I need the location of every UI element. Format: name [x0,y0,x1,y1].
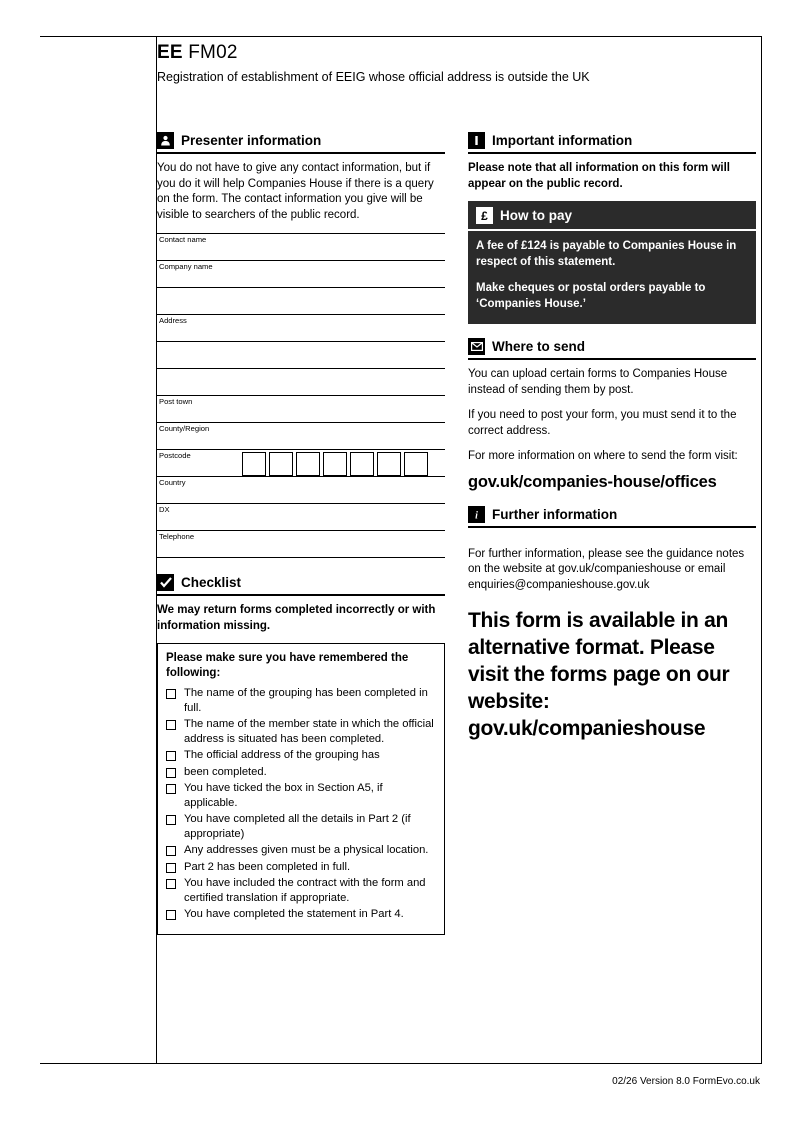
country-field[interactable] [157,476,445,503]
offices-url[interactable]: gov.uk/companies-house/offices [468,472,717,491]
list-item[interactable] [166,843,436,858]
checklist-section-header [157,574,445,596]
alternative-format-text [468,607,756,742]
checklist-box [157,643,445,935]
address-label: Address [159,316,187,325]
where-to-send-p2: If you need to post your form, you must send it to the correct address. [468,409,737,437]
where-to-send-p1: You can upload certain forms to Companies House instead of sending them by post. [468,368,728,396]
country-label: Country [159,478,186,487]
footer-version-text: 02/26 Version 8.0 FormEvo.co.uk [612,1076,760,1087]
presenter-text: You do not have to give any contact information, but if you do it will help Companies House if there is a query on the form. The contact information you give will be visible to searchers of the public record. [157,162,434,221]
checkbox[interactable] [166,689,176,699]
where-to-send-title: Where to send [492,339,586,354]
list-item-label: The name of the member state in which the official address is situated has been completed. [184,718,434,745]
postcode-box[interactable] [269,452,293,476]
postcode-box[interactable] [404,452,428,476]
checklist-title: Checklist [181,575,242,590]
postcode-box[interactable] [377,452,401,476]
list-item-label: Part 2 has been completed in full. [184,860,351,873]
contact-name-label: Contact name [159,235,207,244]
italic-i-icon [468,506,485,523]
how-to-pay-body [468,231,756,324]
pound-icon: £ [476,207,493,224]
address-field[interactable] [157,314,445,341]
postcode-box[interactable] [296,452,320,476]
list-item[interactable] [166,876,436,905]
frame-top-rule [40,36,762,37]
checkbox[interactable] [166,879,176,889]
dx-label: DX [159,505,170,514]
list-item-label: You have completed all the details in Part 2 (if appropriate) [184,813,411,840]
further-information-text: For further information, please see the guidance notes on the website at gov.uk/companieshouse or email enquiries@companieshouse.gov.uk [468,547,745,591]
checkbox[interactable] [166,863,176,873]
further-information-title: Further information [492,507,618,522]
company-name-label: Company name [159,262,213,271]
alternative-format-sentence: This form is available in an alternative format. Please visit the forms page on our website: [468,609,730,713]
form-code-number: FM02 [188,42,238,63]
list-item-label: The official address of the grouping has [184,749,380,761]
important-title: Important information [492,133,633,148]
address-field-line3[interactable] [157,368,445,395]
postcode-box[interactable] [242,452,266,476]
further-information-body [468,528,756,742]
county-region-label: County/Region [159,424,210,433]
postcode-boxes[interactable] [242,452,431,476]
how-to-pay-fee-text: A fee of £124 is payable to Companies House in respect of this statement. [476,240,737,268]
presenter-body [157,154,445,223]
how-to-pay-title: How to pay [500,208,573,223]
postcode-box[interactable] [323,452,347,476]
company-name-field[interactable] [157,260,445,287]
list-item[interactable] [166,748,436,763]
contact-name-field[interactable] [157,233,445,260]
post-town-field[interactable] [157,395,445,422]
list-item[interactable] [166,717,436,746]
county-region-field[interactable] [157,422,445,449]
list-item-label: You have included the contract with the form and certified translation if appropriate. [184,877,426,904]
form-code-bold: EE [157,42,183,63]
list-item[interactable] [166,907,436,922]
list-item[interactable] [166,812,436,841]
list-item-label: You have completed the statement in Part 4. [184,908,404,920]
right-column [468,132,756,742]
envelope-icon [468,338,485,355]
list-item[interactable] [166,860,436,875]
form-code [157,42,757,64]
checkbox[interactable] [166,846,176,856]
list-item-label: Any addresses given must be a physical location. [184,844,429,856]
list-item[interactable] [166,765,436,780]
checklist-intro: We may return forms completed incorrectly or with information missing. [157,604,436,632]
checkbox[interactable] [166,720,176,730]
tick-icon [157,574,174,591]
list-item[interactable] [166,781,436,810]
dx-field[interactable] [157,503,445,530]
postcode-box[interactable] [350,452,374,476]
checkbox[interactable] [166,751,176,761]
frame-bottom-rule [40,1063,762,1064]
form-subtitle: Registration of establishment of EEIG whose official address is outside the UK [157,70,590,84]
checkbox[interactable] [166,768,176,778]
important-body: Please note that all information on this form will appear on the public record. [468,162,730,190]
person-icon [157,132,174,149]
post-town-label: Post town [159,397,193,406]
checkbox[interactable] [166,784,176,794]
list-item-label: You have ticked the box in Section A5, if applicable. [184,782,383,809]
list-item[interactable] [166,686,436,715]
svg-text:i: i [475,510,478,520]
where-to-send-body [468,360,756,490]
page-title-block [157,42,757,85]
further-information-section-header [468,506,756,528]
how-to-pay-panel [468,201,756,324]
info-bar-icon [468,132,485,149]
important-section-header [468,132,756,154]
telephone-field[interactable] [157,530,445,558]
checklist-lead: Please make sure you have remembered the following: [166,652,409,679]
frame-right-rule [761,36,762,1063]
postcode-label: Postcode [159,451,191,460]
telephone-label: Telephone [159,532,195,541]
postcode-field[interactable] [157,449,445,476]
where-to-send-section-header [468,338,756,360]
checkbox[interactable] [166,815,176,825]
presenter-section-header [157,132,445,154]
left-column [157,132,445,935]
company-name-field-line2[interactable] [157,287,445,314]
checkbox[interactable] [166,910,176,920]
list-item-label: The name of the grouping has been completed in full. [184,687,428,714]
companieshouse-url[interactable]: gov.uk/companieshouse [468,717,706,740]
how-to-pay-header [468,201,756,231]
how-to-pay-cheque-text: Make cheques or postal orders payable to ‘Companies House.’ [476,282,706,310]
presenter-title: Presenter information [181,133,322,148]
list-item-label: been completed. [184,765,267,778]
address-field-line2[interactable] [157,341,445,368]
where-to-send-p3: For more information on where to send the form visit: [468,450,738,462]
